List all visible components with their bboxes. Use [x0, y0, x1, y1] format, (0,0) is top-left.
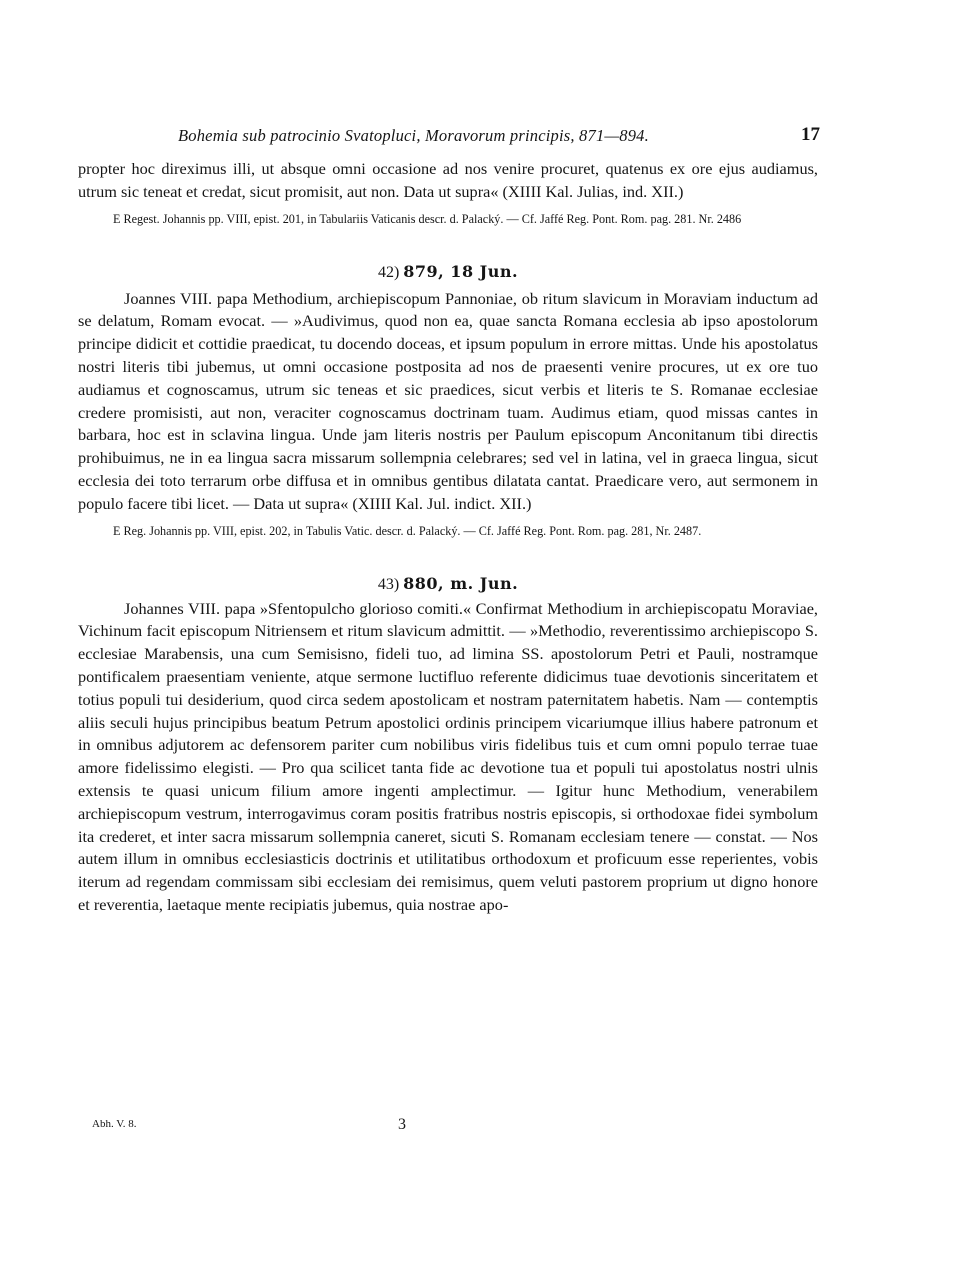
sheet-number: 3 [398, 1116, 406, 1133]
continuation-source-note: E Regest. Johannis pp. VIII, epist. 201, in Tabulariis Vaticanis descr. d. Palacký. — Cf. Jaffé Reg. Pont. Rom. pag. 281. Nr. 2486 [113, 211, 742, 226]
document-43-date: 880, m. Jun. [403, 573, 519, 593]
document-42-date: 879, 18 Jun. [403, 261, 519, 281]
document-42-source-note: E Reg. Johannis pp. VIII, epist. 202, in Tabulis Vatic. descr. d. Palacký. — Cf. Jaffé Reg. Pont. Rom. pag. 281, Nr. 2487. [113, 523, 702, 538]
document-page [78, 118, 820, 1133]
document-43-number: 43) [377, 575, 400, 593]
page-header [78, 118, 818, 158]
page-number: 17 [801, 124, 820, 145]
document-43-heading [78, 574, 818, 594]
document-43-text: Johannes VIII. papa »Sfentopulcho glorioso comiti.« Confirmat Methodium in archiepiscopatu Moraviae, Vichinum facit episcopum Nitriensem et ritum slavicum admittit. — »Methodio, reverentissimo archiepiscopo S. ecclesiae Marabensis, una cum Semisisno, fideli tuo, ad limina SS. apostolorum Petri et Pauli, nostramque pontificalem praesentiam veniente, atque sermone luctifluo referente didicimus tuae devotionis sinceritatem et totius populi tui desiderium, quod circa sedem apostolicam et nostram paternitatem habetis. Nam — contemptis aliis seculi hujus principibus beatum Petrum apostolici ordinis principem vicariumque illius habere patronum et in omnibus adjutorem ac defensorem pariter cum nobilibus viris fidelibus tuis et cum omni populo terrae tuae amore fidelissimo elegisti. — Pro qua scilicet tanta fide ac devotione tua et populi tui apostolatus nostri ulnis extensis te quasi unicum filium amore ingenti amplectimur. — Igitur hunc Methodium, venerabilem archiepiscopum vestrum, interrogavimus coram positis fratribus nostris episcopis, si orthodoxae fidei symbolum ita crederet, et inter sacra missarum sollempnia caneret, sicuti S. Romanam ecclesiam tenere — constat. — Nos autem illum in omnibus ecclesiasticis doctrinis et utilitatibus orthodoxum et proficuum esse reperientes, vobis iterum ad regendam commissam sibi ecclesiam dei remisimus, quem veluti pastorem proprium ut digno honore et reverentia, laetaque mente recipiatis jubemus, quia nostrae apo- [78, 598, 818, 914]
document-42-text: Joannes VIII. papa Methodium, archiepiscopum Pannoniae, ob ritum slavicum in Moraviam inductum ad se delatum, Romam evocat. — »Audivimus, quod non ea, quae sancta Romana ecclesia ab ipso apostolorum principe didicit et cottidie praedicat, tu docendo doceas, et ipsum populum in errore mittas. Unde his apostolatus nostri literis tibi jubemus, ut omni occasione postposita ad nos de praesenti venire procures, ut ex ore tuo audiamus et cognoscamus, utrum sic teneas et sic praedices, sicut verbis et literis te S. Romanae ecclesiae credere promisisti, aut non, veraciter cognoscamus doctrinam tuam. Audimus etiam, quod missas cantes in barbara, hoc est in sclavina lingua. Unde jam literis nostris per Paulum episcopum Anconitanum tibi directis prohibuimus, ne in ea lingua sacra missarum sollempnia celebrares; sed vel in latina, vel in graeca lingua, sicut ecclesia dei toto terrarum orbe diffusa et in omnibus gentibus dilatata cantat. Praedicare vero, aut sermonem in populo facere tibi licet. — Data ut supra« (XIIII Kal. Jul. indict. XII.) [78, 288, 818, 513]
running-title: Bohemia sub patrocinio Svatopluci, Moravorum principis, 871—894. [178, 126, 649, 145]
sheet-signature: Abh. V. 8. [92, 1118, 137, 1130]
page-footer [78, 1118, 818, 1148]
document-42-heading [78, 262, 818, 282]
continuation-paragraph: propter hoc direximus illi, ut absque omni occasione ad nos venire procuret, quatenus ex ore ejus audiamus, utrum sic teneat et credat, sicut promisit, aut non. Data ut supra« (XIIII Kal. Julias, ind. XII.) [78, 159, 818, 201]
document-42-number: 42) [377, 263, 400, 281]
